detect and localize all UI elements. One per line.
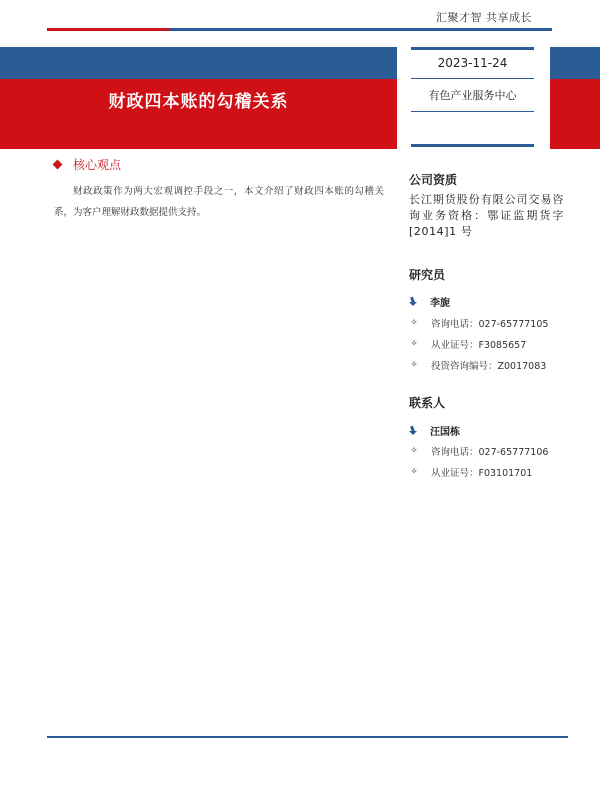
researcher-phone: 咨询电话：027-65777105 — [431, 319, 549, 330]
researcher-row — [409, 294, 450, 309]
researcher-phone-row — [409, 316, 548, 330]
contact-license-row — [409, 465, 532, 479]
researcher-license: 从业证号：F3085657 — [431, 340, 527, 351]
company-section-title: 公司资质 — [409, 173, 458, 187]
four-point-star-icon: ✧ — [410, 467, 418, 477]
contact-phone: 咨询电话：027-65777106 — [431, 447, 549, 458]
date-box-top-rule — [411, 47, 534, 50]
department-name: 有色产业服务中心 — [428, 89, 517, 102]
core-heading — [54, 156, 121, 173]
researcher-advisory-row — [409, 358, 546, 372]
four-point-star-icon: ✧ — [410, 339, 418, 349]
four-point-star-icon: ✧ — [410, 318, 418, 328]
contact-license: 从业证号：F03101701 — [431, 468, 533, 479]
date-box-divider-2 — [411, 111, 534, 112]
footer-rule — [47, 736, 568, 738]
core-paragraph: 财政政策作为两大宏观调控手段之一，本文介绍了财政四本账的勾稽关系，为客户理解财政数据提供支持。 — [54, 186, 384, 218]
contact-row — [409, 423, 460, 438]
date-box-divider — [411, 78, 534, 79]
contact-phone-row — [409, 444, 548, 458]
person-pin-icon — [409, 297, 418, 306]
researcher-section-title: 研究员 — [409, 268, 446, 282]
researcher-advisory: 投资咨询编号：Z0017083 — [431, 361, 547, 372]
researcher-license-row — [409, 337, 526, 351]
company-qualification-text: 长江期货股份有限公司交易咨询业务资格：鄂证监期货字[2014]1 号 — [409, 193, 564, 238]
diamond-icon — [53, 160, 63, 170]
four-point-star-icon: ✧ — [410, 446, 418, 456]
contact-section-title: 联系人 — [409, 396, 446, 410]
top-rule-red — [47, 28, 170, 31]
top-rule-blue — [170, 28, 552, 31]
report-title: 财政四本账的勾稽关系 — [108, 91, 289, 112]
four-point-star-icon: ✧ — [410, 360, 418, 370]
researcher-name: 李旎 — [430, 298, 450, 309]
person-pin-icon — [409, 426, 418, 435]
header-slogan: 汇聚才智 共享成长 — [436, 11, 532, 24]
date-box — [397, 44, 550, 150]
contact-name: 汪国栋 — [430, 427, 460, 438]
core-title: 核心观点 — [73, 158, 122, 172]
report-date: 2023-11-24 — [437, 56, 508, 70]
date-box-bottom-rule — [411, 144, 534, 147]
